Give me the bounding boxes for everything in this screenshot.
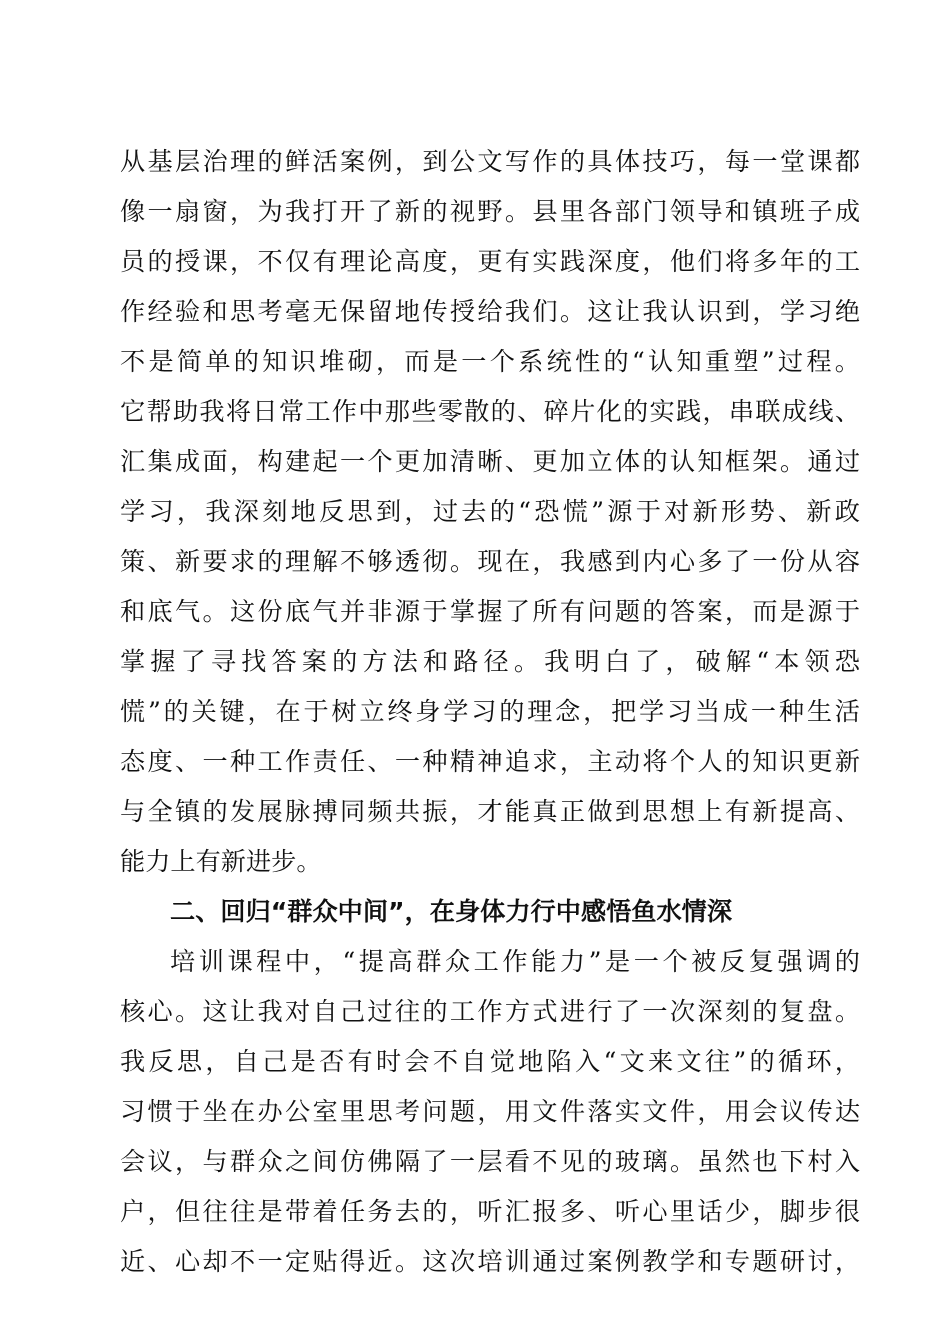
- paragraph-2-line: 习惯于坐在办公室里思考问题，用文件落实文件，用会议传达: [120, 1097, 860, 1126]
- paragraph-1-line: 策、新要求的理解不够透彻。现在，我感到内心多了一份从容: [120, 547, 860, 576]
- paragraph-2-line: 近、心却不一定贴得近。这次培训通过案例教学和专题研讨，: [120, 1247, 860, 1276]
- paragraph-1-line: 慌”的关键，在于树立终身学习的理念，把学习当成一种生活: [120, 697, 860, 726]
- paragraph-1-line: 能力上有新进步。: [120, 847, 322, 876]
- paragraph-1-line: 它帮助我将日常工作中那些零散的、碎片化的实践，串联成线、: [120, 397, 860, 426]
- paragraph-1-line: 掌握了寻找答案的方法和路径。我明白了，破解“本领恐: [120, 647, 860, 676]
- section-heading: 二、回归“群众中间”，在身体力行中感悟鱼水情深: [170, 897, 733, 926]
- paragraph-2-line: 户，但往往是带着任务去的，听汇报多、听心里话少，脚步很: [120, 1197, 860, 1226]
- paragraph-1-line: 员的授课，不仅有理论高度，更有实践深度，他们将多年的工: [120, 247, 860, 276]
- paragraph-1-line: 态度、一种工作责任、一种精神追求，主动将个人的知识更新: [120, 747, 860, 776]
- paragraph-2-line: 我反思，自己是否有时会不自觉地陷入“文来文往”的循环，: [120, 1047, 860, 1076]
- paragraph-1-line: 像一扇窗，为我打开了新的视野。县里各部门领导和镇班子成: [120, 197, 860, 226]
- paragraph-2-line: 核心。这让我对自己过往的工作方式进行了一次深刻的复盘。: [120, 997, 860, 1026]
- paragraph-2-line: 培训课程中，“提高群众工作能力”是一个被反复强调的: [170, 947, 860, 976]
- paragraph-1-line: 与全镇的发展脉搏同频共振，才能真正做到思想上有新提高、: [120, 797, 860, 826]
- paragraph-1-line: 从基层治理的鲜活案例，到公文写作的具体技巧，每一堂课都: [120, 147, 860, 176]
- paragraph-1-line: 学习，我深刻地反思到，过去的“恐慌”源于对新形势、新政: [120, 497, 860, 526]
- paragraph-2-line: 会议，与群众之间仿佛隔了一层看不见的玻璃。虽然也下村入: [120, 1147, 860, 1176]
- paragraph-1-line: 不是简单的知识堆砌，而是一个系统性的“认知重塑”过程。: [120, 347, 860, 376]
- paragraph-1-line: 作经验和思考毫无保留地传授给我们。这让我认识到，学习绝: [120, 297, 860, 326]
- paragraph-1-line: 和底气。这份底气并非源于掌握了所有问题的答案，而是源于: [120, 597, 860, 626]
- paragraph-1-line: 汇集成面，构建起一个更加清晰、更加立体的认知框架。通过: [120, 447, 860, 476]
